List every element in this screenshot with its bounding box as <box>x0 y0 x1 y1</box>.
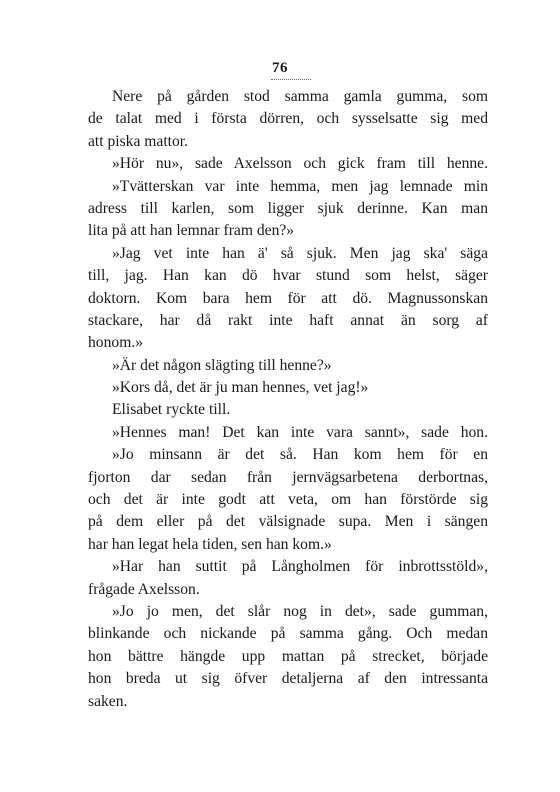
text-line: har han legat hela tiden, sen han kom.» <box>88 535 332 553</box>
text-line: blinkande och nickande på samma gång. Och medan <box>88 625 488 643</box>
text-line: »Kors då, det är ju man hennes, vet jag!» <box>112 379 369 397</box>
text-line: hon bättre hängde upp mattan på strecket, började <box>88 647 488 665</box>
text-line: »Tvätterskan var inte hemma, men jag lemnade min <box>112 177 488 195</box>
text-line: »Har han suttit på Långholmen för inbrottsstöld», <box>112 558 488 576</box>
text-line: fjorton dar sedan från jernvägsarbetena derbortnas, <box>88 468 488 486</box>
text-line: på dem eller på det välsignade supa. Men i sängen <box>88 513 488 531</box>
text-line: Nere på gården stod samma gamla gumma, som <box>112 88 488 105</box>
text-line: lita på att han lemnar fram den?» <box>88 222 295 240</box>
text-line: »Hör nu», sade Axelsson och gick fram till henne. <box>112 155 488 173</box>
text-line: saken. <box>88 692 128 710</box>
page-number-rule <box>271 79 311 80</box>
text-line: stackare, har då rakt inte haft annat än sorg af <box>88 311 488 329</box>
text-line: adress till karlen, som ligger sjuk derinne. Kan man <box>88 199 488 217</box>
text-line: de talat med i första dörren, och sysselsatte sig med <box>88 110 488 128</box>
text-line: doktorn. Kom bara hem för att dö. Magnussonskan <box>88 289 488 307</box>
text-line: »Är det någon slägting till henne?» <box>112 356 332 374</box>
text-block <box>88 86 488 713</box>
text-line: frågade Axelsson. <box>88 580 200 598</box>
text-line: »Hennes man! Det kan inte vara sannt», sade hon. <box>112 423 488 441</box>
text-line: till, jag. Han kan dö hvar stund som helst, säger <box>88 267 488 285</box>
text-line: »Jo minsann är det så. Han kom hem för en <box>112 446 488 464</box>
text-line: honom.» <box>88 334 144 352</box>
page-number: 76 <box>272 60 288 76</box>
text-line: att piska mattor. <box>88 132 189 150</box>
text-line: hon breda ut sig öfver detaljerna af den intressanta <box>88 670 488 688</box>
text-line: Elisabet ryckte till. <box>112 401 231 419</box>
text-line: »Jo jo men, det slår nog in det», sade gumman, <box>112 602 488 620</box>
text-line: »Jag vet inte han ä' så sjuk. Men jag ska' säga <box>112 244 488 262</box>
text-line: och det är inte godt att veta, om han förstörde sig <box>88 491 488 509</box>
